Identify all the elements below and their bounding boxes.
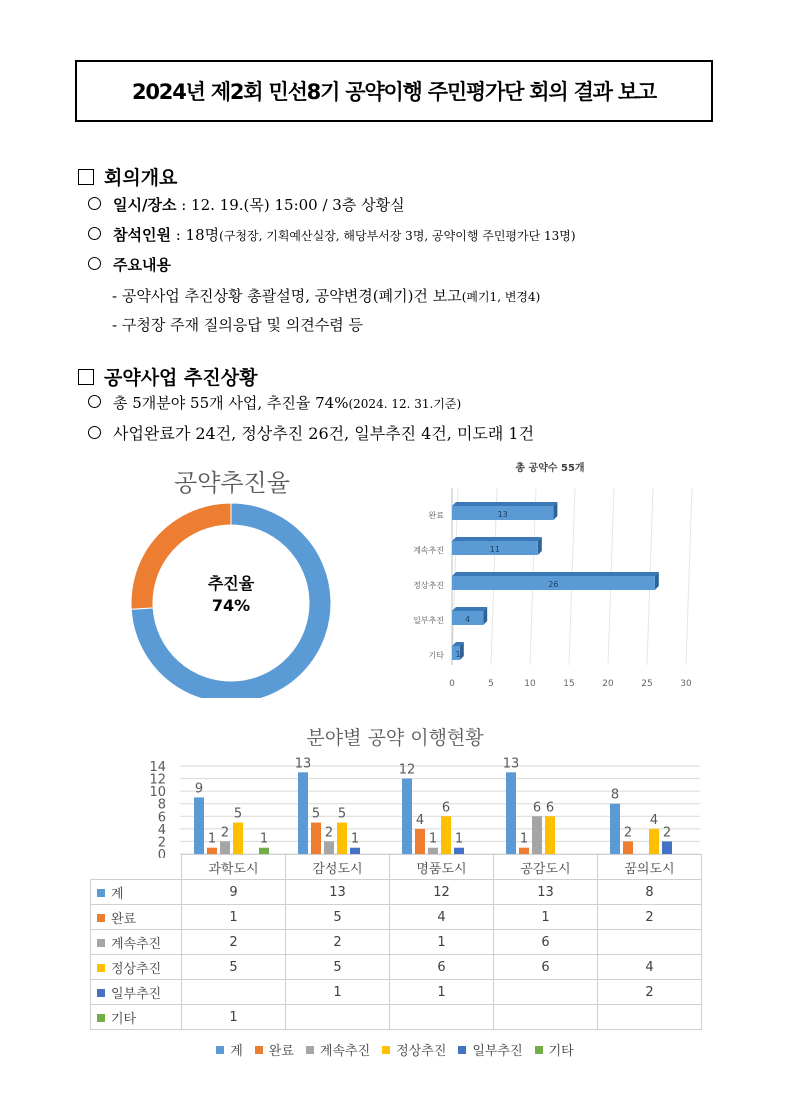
gbar-data-label: 2 xyxy=(220,825,230,841)
gbar-bar xyxy=(415,829,425,854)
legend-label: 기타 xyxy=(548,1044,574,1059)
legend-item xyxy=(382,1044,446,1059)
table-row-header xyxy=(91,905,182,930)
table-cell xyxy=(182,980,286,1005)
table-cell: 13 xyxy=(286,880,390,905)
table-cell: 12 xyxy=(390,880,494,905)
table-column-header: 감성도시 xyxy=(286,855,390,880)
section-heading-overview: 회의개요 xyxy=(78,163,177,190)
gbar-data-label: 2 xyxy=(324,825,334,841)
table-cell: 2 xyxy=(286,930,390,955)
attendees-line xyxy=(88,224,576,245)
gbar-data-label: 4 xyxy=(649,812,659,828)
table-row xyxy=(91,955,702,980)
series-name: 계속추진 xyxy=(111,936,162,952)
table-row xyxy=(91,980,702,1005)
hbar-tick-label: 30 xyxy=(680,679,692,689)
gbar-bar xyxy=(662,841,672,854)
date-value: : 12. 19.(목) 15:00 / 3층 상황실 xyxy=(176,196,405,214)
gbar-bar xyxy=(441,816,451,854)
legend-label: 완료 xyxy=(268,1044,294,1059)
total-pledges-bar-chart xyxy=(390,453,710,698)
gbar-bar xyxy=(532,816,542,854)
table-cell: 6 xyxy=(494,955,598,980)
series-name: 완료 xyxy=(111,911,137,927)
gbar-data-label: 2 xyxy=(623,825,633,841)
gbar-data-label: 8 xyxy=(610,787,620,803)
table-cell xyxy=(598,930,702,955)
table-header-row xyxy=(91,855,702,880)
hbar-tick-label: 20 xyxy=(602,679,614,689)
table-cell: 2 xyxy=(182,930,286,955)
gbar-bar xyxy=(233,823,243,854)
attend-detail: (구청장, 기획예산실장, 해당부서장 3명, 공약이행 주민평가단 13명) xyxy=(219,229,576,243)
table-cell: 2 xyxy=(598,905,702,930)
table-column-header: 꿈의도시 xyxy=(598,855,702,880)
gbar-data-label: 6 xyxy=(545,800,555,816)
hbar-tick-label: 10 xyxy=(524,679,536,689)
progress-count-line: 사업완료가 24건, 정상추진 26건, 일부추진 4건, 미도래 1건 xyxy=(88,421,534,444)
circle-bullet-icon xyxy=(88,395,101,408)
content-item: - 구청장 주재 질의응답 및 의견수렴 등 xyxy=(112,316,364,334)
gbar-data-label: 5 xyxy=(233,806,243,822)
table-cell xyxy=(390,1005,494,1030)
meeting-date-line xyxy=(88,194,405,215)
hbar-data-label: 4 xyxy=(465,615,471,624)
hbar-bar-top xyxy=(452,502,557,506)
hbar-data-label: 11 xyxy=(489,545,500,554)
table-cell: 5 xyxy=(286,955,390,980)
content-label: 주요내용 xyxy=(113,256,171,274)
gbar-data-label: 13 xyxy=(502,756,520,772)
hbar-bar-top xyxy=(452,537,542,541)
legend-item xyxy=(216,1044,243,1059)
table-cell: 9 xyxy=(182,880,286,905)
gbar-data-label: 1 xyxy=(454,831,464,847)
content-item: - 공약사업 추진상황 총괄설명, 공약변경(폐기)건 보고(폐기1, 변경4) xyxy=(112,287,541,305)
table-cell: 1 xyxy=(286,980,390,1005)
table-cell xyxy=(494,980,598,1005)
circle-bullet-icon xyxy=(88,197,101,210)
legend-swatch-icon xyxy=(216,1046,224,1054)
table-cell: 5 xyxy=(182,955,286,980)
hbar-tick-label: 25 xyxy=(641,679,653,689)
table-cell: 4 xyxy=(390,905,494,930)
gbar-bar xyxy=(298,772,308,854)
hbar-category-label: 계속추진 xyxy=(413,546,444,555)
table-row-header xyxy=(91,1005,182,1030)
gbar-data-label: 2 xyxy=(662,825,672,841)
table-cell: 1 xyxy=(182,905,286,930)
table-row-header xyxy=(91,980,182,1005)
legend-swatch-icon xyxy=(382,1046,390,1054)
legend-swatch-icon xyxy=(97,989,105,997)
gbar-data-label: 6 xyxy=(532,800,542,816)
legend-swatch-icon xyxy=(97,889,105,897)
hbar-data-label: 1 xyxy=(455,650,461,659)
table-cell: 1 xyxy=(390,930,494,955)
hbar-tick-label: 15 xyxy=(563,679,575,689)
legend-swatch-icon xyxy=(458,1046,466,1054)
legend-item xyxy=(535,1044,574,1059)
legend-swatch-icon xyxy=(97,914,105,922)
circle-bullet-icon xyxy=(88,227,101,240)
hbar-tick-label: 5 xyxy=(488,679,494,689)
gbar-bar xyxy=(194,797,204,854)
table-cell: 2 xyxy=(598,980,702,1005)
square-bullet-icon xyxy=(78,169,94,185)
hbar-data-label: 26 xyxy=(548,580,559,589)
series-name: 계 xyxy=(111,886,124,902)
series-name: 기타 xyxy=(111,1011,137,1027)
series-name: 정상추진 xyxy=(111,961,162,977)
hbar-gridline xyxy=(686,488,692,665)
gbar-bar xyxy=(610,804,620,854)
hbar-title: 총 공약수 55개 xyxy=(515,463,585,474)
legend-swatch-icon xyxy=(535,1046,543,1054)
hbar-bar-top xyxy=(452,572,659,576)
document-title: 2024년 제2회 민선8기 공약이행 주민평가단 회의 결과 보고 xyxy=(75,60,713,122)
chart-legend xyxy=(90,1040,700,1059)
hbar-category-label: 완료 xyxy=(428,511,444,520)
legend-label: 계속추진 xyxy=(319,1044,371,1059)
legend-label: 정상추진 xyxy=(396,1044,447,1059)
table-corner xyxy=(91,855,182,880)
table-row-header xyxy=(91,955,182,980)
table-row xyxy=(91,905,702,930)
legend-swatch-icon xyxy=(255,1046,263,1054)
table-column-header: 명품도시 xyxy=(390,855,494,880)
legend-label: 계 xyxy=(230,1044,243,1059)
gbar-tick-label: 12 xyxy=(149,772,166,788)
table-cell: 5 xyxy=(286,905,390,930)
progress-summary-line: 총 5개분야 55개 사업, 추진율 74%(2024. 12. 31.기준) xyxy=(88,392,461,413)
series-name: 일부추진 xyxy=(111,986,162,1002)
gbar-tick-label: 10 xyxy=(149,785,166,801)
table-row-header xyxy=(91,930,182,955)
circle-bullet-icon xyxy=(88,257,101,270)
legend-item xyxy=(458,1044,522,1059)
hbar-category-label: 기타 xyxy=(428,651,444,660)
table-cell: 6 xyxy=(494,930,598,955)
gbar-data-label: 5 xyxy=(337,806,347,822)
hbar-category-label: 일부추진 xyxy=(413,616,444,625)
attend-label: 참석인원 xyxy=(113,226,171,244)
gbar-bar xyxy=(402,779,412,854)
gbar-data-label: 12 xyxy=(398,762,416,778)
legend-swatch-icon xyxy=(97,939,105,947)
table-cell: 1 xyxy=(182,1005,286,1030)
gbar-data-label: 4 xyxy=(415,812,425,828)
table-cell xyxy=(598,1005,702,1030)
legend-swatch-icon xyxy=(97,1014,105,1022)
gbar-bar xyxy=(623,841,633,854)
gbar-tick-label: 8 xyxy=(157,797,166,813)
gbar-tick-label: 4 xyxy=(157,822,166,838)
table-cell: 6 xyxy=(390,955,494,980)
circle-bullet-icon xyxy=(88,426,101,439)
table-column-header: 과학도시 xyxy=(182,855,286,880)
gbar-tick-label: 2 xyxy=(157,835,166,851)
hbar-data-label: 13 xyxy=(497,510,508,519)
gbar-title: 분야별 공약 이행현황 xyxy=(306,727,484,749)
table-cell: 1 xyxy=(494,905,598,930)
legend-swatch-icon xyxy=(306,1046,314,1054)
donut-chart-panel xyxy=(90,453,380,698)
gbar-bar xyxy=(220,841,230,854)
hbar-tick-label: 0 xyxy=(449,679,455,689)
gbar-data-label: 1 xyxy=(428,831,438,847)
date-label: 일시/장소 xyxy=(113,196,177,214)
table-row xyxy=(91,930,702,955)
hbar-bar-top xyxy=(452,607,487,611)
hbar-category-label: 정상추진 xyxy=(413,581,444,590)
table-cell xyxy=(494,1005,598,1030)
table-row xyxy=(91,880,702,905)
gbar-bar xyxy=(649,829,659,854)
table-row-header xyxy=(91,880,182,905)
gbar-data-label: 1 xyxy=(519,831,529,847)
donut-title: 공약추진율 xyxy=(174,469,290,497)
gbar-data-label: 5 xyxy=(311,806,321,822)
attend-value: : 18명 xyxy=(170,226,220,244)
table-cell: 1 xyxy=(390,980,494,1005)
gbar-bar xyxy=(545,816,555,854)
legend-label: 일부추진 xyxy=(472,1044,523,1059)
field-pledges-bar-chart xyxy=(90,718,710,858)
gbar-tick-label: 14 xyxy=(149,760,166,775)
gbar-data-label: 6 xyxy=(441,800,451,816)
donut-center-label: 추진율 74% xyxy=(207,574,255,615)
table-cell: 8 xyxy=(598,880,702,905)
gbar-bar xyxy=(324,841,334,854)
square-bullet-icon xyxy=(78,369,94,385)
table-cell: 13 xyxy=(494,880,598,905)
legend-item xyxy=(255,1044,294,1059)
table-cell xyxy=(286,1005,390,1030)
gbar-data-label: 1 xyxy=(350,831,360,847)
content-label-line xyxy=(88,254,171,275)
gbar-data-label: 1 xyxy=(259,831,269,847)
table-row xyxy=(91,1005,702,1030)
gbar-data-label: 9 xyxy=(194,781,204,797)
gbar-bar xyxy=(506,772,516,854)
gbar-data-label: 13 xyxy=(294,756,312,772)
gbar-bar xyxy=(337,823,347,854)
legend-swatch-icon xyxy=(97,964,105,972)
gbar-bar xyxy=(311,823,321,854)
field-data-table xyxy=(90,854,702,1030)
table-column-header: 공감도시 xyxy=(494,855,598,880)
gbar-data-label: 1 xyxy=(207,831,217,847)
gbar-tick-label: 6 xyxy=(157,810,166,826)
gbar-tick-label: 0 xyxy=(157,848,166,858)
section-heading-progress: 공약사업 추진상황 xyxy=(78,363,257,390)
legend-item xyxy=(306,1044,370,1059)
table-cell: 4 xyxy=(598,955,702,980)
